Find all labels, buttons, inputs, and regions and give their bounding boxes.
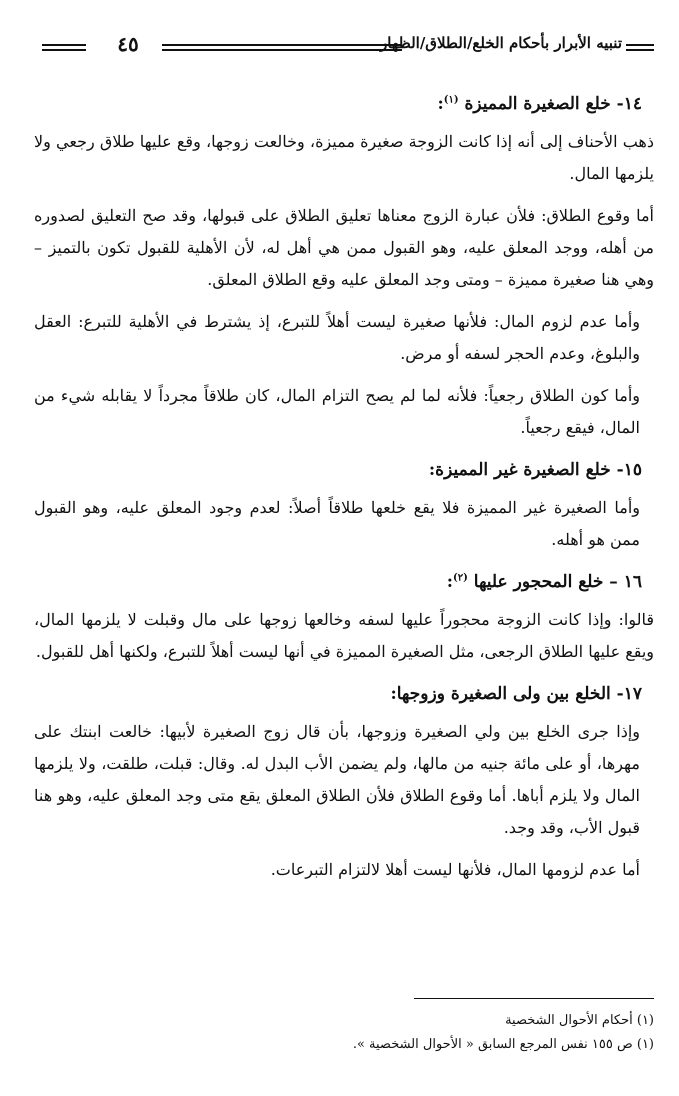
- footnote-ref-2[interactable]: (٢): [453, 572, 468, 584]
- section-heading-17: ١٧- الخلع بين ولى الصغيرة وزوجها:: [390, 684, 642, 704]
- running-header: [34, 30, 654, 70]
- header-rule-left: [42, 44, 86, 51]
- section-heading-16-colon: :: [446, 572, 454, 592]
- footnotes: [34, 998, 654, 1057]
- section-heading-14: [34, 88, 654, 120]
- page-number: ٤٥: [117, 32, 139, 56]
- paragraph-14-3: وأما عدم لزوم المال: فلأنها صغيرة ليست أهلاً للتبرع، إذ يشترط في الأهلية للتبرع: العقل والبلوغ، وعدم الحجر لسفه أو مرض.: [34, 312, 640, 363]
- section-heading-16-text: ١٦ – خلع المحجور عليها: [473, 572, 642, 592]
- footnote-ref-1[interactable]: (١): [443, 94, 459, 106]
- footnote-1: (١) أحكام الأحوال الشخصية: [505, 1013, 654, 1028]
- paragraph-14-2: أما وقوع الطلاق: فلأن عبارة الزوج معناها تعليق الطلاق على قبولها، وقد صح التعليق لصدوره من أهله، ووجد المعلق عليه، وهو القبول ممن هي أهل له، لأن الأهلية للقبول تكون بالتميز – وهي هنا صغيرة مميزة – ومتى وجد المعلق عليه وقع الطلاق المعلق.: [34, 206, 655, 289]
- page-body: [34, 88, 654, 886]
- section-heading-15: ١٥- خلع الصغيرة غير المميزة:: [428, 460, 642, 480]
- paragraph-17-1: وإذا جرى الخلع بين ولي الصغيرة وزوجها، بأن قال زوج الصغيرة لأبيها: خالعت ابنتك على مهرها، أو على مائة جنيه من مالها، ولم يضمن الأب البدل له. وقال: قبلت، طلقت، ولا يلزمها المال ولا يلزم أباها. أما وقوع الطلاق فلأن الطلاق المعلق يقع متى وجد المعلق عليه، وهو هنا قبول الأب، وقد وجد.: [34, 722, 640, 837]
- header-rule-middle: [162, 44, 402, 51]
- paragraph-14-4: وأما كون الطلاق رجعياً: فلأنه لما لم يصح التزام المال، كان طلاقاً مجرداً لا يقابله شيء من المال، فيقع رجعياً.: [34, 386, 640, 437]
- section-heading-14-text: ١٤- خلع الصغيرة المميزة: [464, 94, 642, 114]
- header-rule-right: [626, 44, 654, 51]
- section-heading-14-colon: :: [437, 94, 444, 114]
- section-heading-16: [34, 566, 654, 598]
- paragraph-14-1: ذهب الأحناف إلى أنه إذا كانت الزوجة صغيرة مميزة، وخالعت زوجها، وقع عليها طلاق رجعي ولا يلزمها المال.: [34, 132, 654, 183]
- paragraph-16-1: قالوا: وإذا كانت الزوجة محجوراً عليها لسفه وخالعها زوجها على مال وقبلت لا يلزمها المال، ويقع عليها الطلاق الرجعى، مثل الصغيرة المميزة في أنها ليست أهلاً للتبرع، ولكنها أهل للقبول.: [34, 610, 654, 661]
- footnote-2: (١) ص ١٥٥ نفس المرجع السابق « الأحوال الشخصية ».: [352, 1037, 654, 1052]
- running-title: تنبيه الأبرار بأحكام الخلع/الطلاق/الظهار: [380, 34, 622, 52]
- paragraph-17-2: أما عدم لزومها المال، فلأنها ليست أهلا لالتزام التبرعات.: [270, 860, 640, 879]
- book-page: [34, 30, 654, 1070]
- footnote-separator: [414, 998, 654, 999]
- paragraph-15-1: وأما الصغيرة غير المميزة فلا يقع خلعها طلاقاً أصلاً: لعدم وجود المعلق عليه، وهو القبول ممن هو أهله.: [34, 498, 640, 549]
